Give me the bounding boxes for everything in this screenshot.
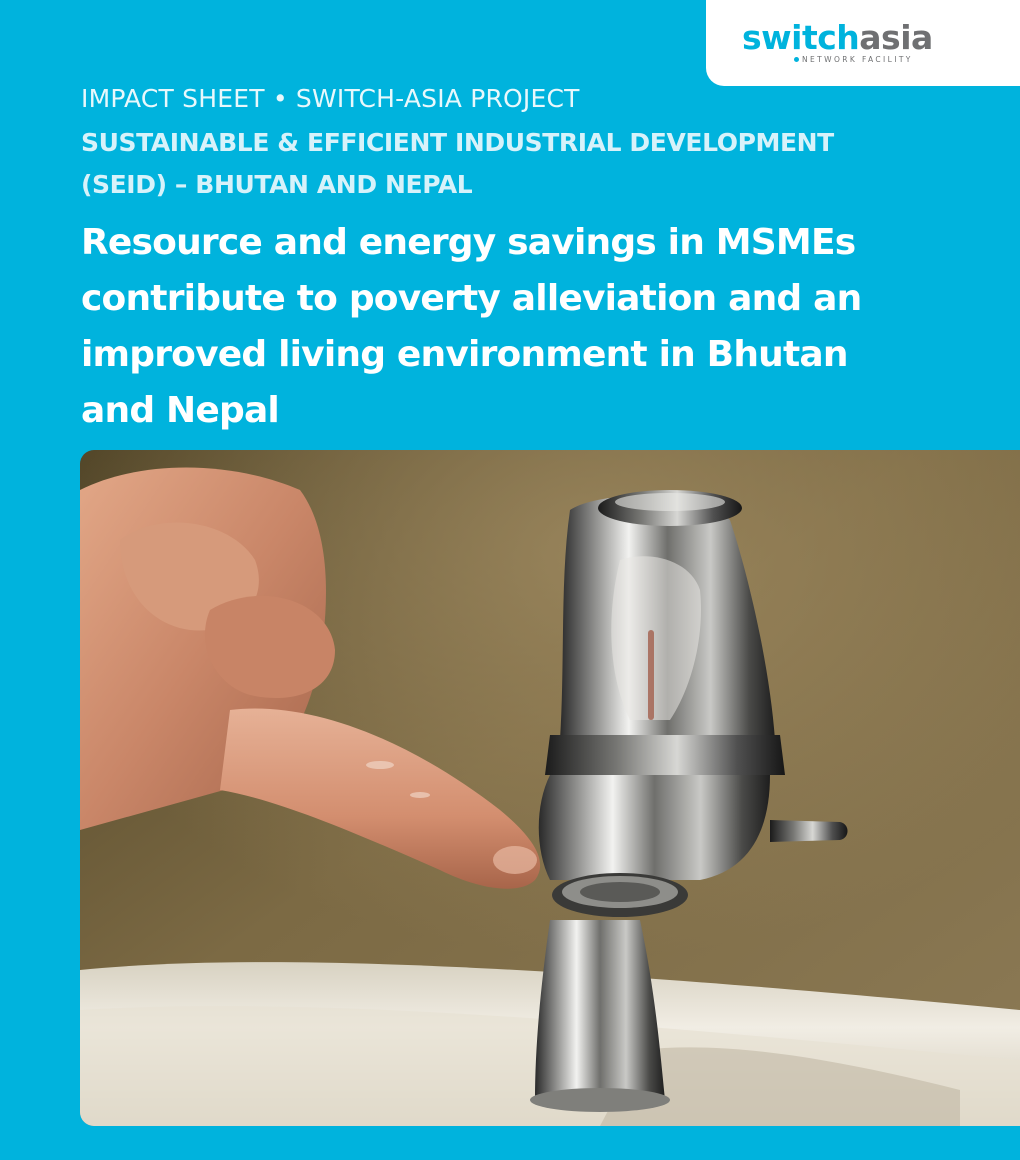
headline-line-2: contribute to poverty alleviation and an — [81, 278, 862, 319]
logo-tagline-text: NETWORK FACILITY — [802, 55, 913, 64]
impact-sheet-kicker: IMPACT SHEET • SWITCH-ASIA PROJECT — [81, 84, 580, 113]
logo-switch-text: switch — [742, 18, 860, 57]
cover-photo — [80, 450, 1020, 1126]
project-title — [81, 122, 981, 206]
project-title-line-2: (SEID) – BHUTAN AND NEPAL — [81, 170, 473, 199]
logo-tab — [706, 0, 1020, 86]
headline-line-3: improved living environment in Bhutan — [81, 334, 848, 375]
headline-line-1: Resource and energy savings in MSMEs — [81, 222, 856, 263]
logo-tagline — [794, 56, 913, 64]
headline-line-4: and Nepal — [81, 390, 279, 431]
faucet-hand-photo-icon — [80, 450, 1020, 1126]
project-title-line-1: SUSTAINABLE & EFFICIENT INDUSTRIAL DEVELOPMENT — [81, 128, 834, 157]
logo-asia-text: asia — [859, 18, 933, 57]
headline — [81, 215, 991, 439]
switch-asia-logo — [742, 18, 933, 58]
logo-dot-icon — [794, 57, 799, 62]
